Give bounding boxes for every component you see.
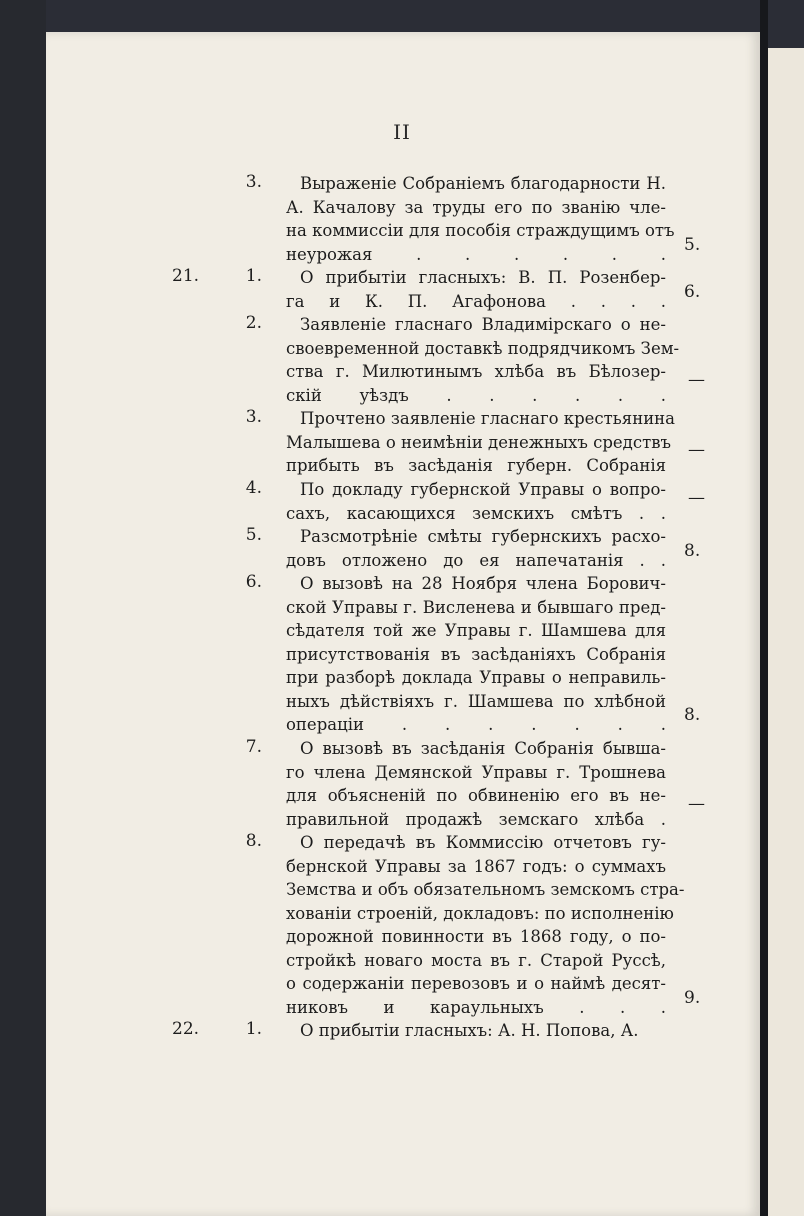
text-line: Заявленіе гласнаго Владимірскаго о не-	[300, 315, 666, 334]
page-reference: —	[688, 369, 705, 390]
item-text	[286, 572, 666, 737]
day-number: 22.	[172, 1019, 200, 1039]
text-line: Прочтено заявленіе гласнаго крестьянина	[300, 409, 676, 428]
page-reference: 6.	[684, 281, 701, 302]
text-line: сѣдателя той же Управы г. Шамшева для	[286, 621, 666, 640]
text-line: го члена Демянской Управы г. Трошнева	[286, 762, 666, 782]
item-number: 2.	[245, 313, 262, 333]
text-line: никовъ и караульныхъ . . .	[286, 997, 666, 1017]
page-reference: 8.	[684, 540, 701, 561]
text-line: О вызовѣ на 28 Ноября члена Борович-	[300, 574, 666, 593]
item-number: 7.	[245, 737, 262, 757]
text-line: при разборѣ доклада Управы о неправиль-	[286, 668, 666, 687]
text-line: дорожной повинности въ 1868 году, о по-	[286, 927, 666, 946]
text-line: ныхъ дѣйствіяхъ г. Шамшева по хлѣбной	[286, 691, 666, 711]
text-line: Разсмотрѣніе смѣты губернскихъ расхо-	[300, 527, 666, 546]
text-line: А. Качалову за труды его по званію чле-	[286, 197, 666, 217]
item-text	[286, 831, 685, 1019]
item-number: 4.	[245, 478, 262, 498]
text-line: бернской Управы за 1867 годъ: о суммахъ	[286, 856, 666, 876]
text-line: хованіи строеній, докладовъ: по исполненію	[286, 903, 674, 923]
item-text	[286, 407, 676, 478]
item-text	[286, 313, 680, 407]
item-number: 6.	[245, 572, 262, 592]
item-text	[286, 737, 666, 831]
text-line: неурожая . . . . . .	[286, 244, 666, 264]
day-number: 21.	[172, 266, 200, 286]
text-line: своевременной доставкѣ подрядчикомъ Зем-	[286, 338, 680, 358]
text-line: присутствованія въ засѣданіяхъ Собранія	[286, 644, 666, 664]
item-text	[286, 266, 666, 313]
text-line: О прибытіи гласныхъ: А. Н. Попова, А.	[300, 1021, 639, 1040]
page-reference: 8.	[684, 705, 701, 725]
item-number: 8.	[245, 831, 262, 851]
item-number: 1.	[245, 266, 262, 286]
item-text	[286, 478, 666, 525]
item-number: 1.	[245, 1019, 262, 1039]
page-reference: 9.	[684, 987, 701, 1008]
text-line: операціи . . . . . . .	[286, 715, 666, 734]
text-line: на коммиссіи для пособія страждущимъ отъ	[286, 221, 675, 240]
item-text	[286, 172, 675, 266]
text-line: Земства и объ обязательномъ земскомъ стра-	[286, 880, 685, 899]
item-text	[286, 525, 666, 572]
text-line: О прибытіи гласныхъ: В. П. Розенбер-	[300, 268, 666, 287]
text-line: стройкѣ новаго моста въ г. Старой Руссѣ,	[286, 950, 666, 970]
item-text	[286, 1019, 666, 1043]
text-line: По докладу губернской Управы о вопро-	[300, 480, 666, 499]
page-reference: —	[688, 487, 705, 508]
text-line: прибыть въ засѣданія губерн. Собранія	[286, 456, 666, 475]
text-line: О вызовѣ въ засѣданія Собранія бывша-	[300, 739, 666, 758]
text-line: правильной продажѣ земскаго хлѣба .	[286, 809, 666, 829]
text-line: довъ отложено до ея напечатанія . .	[286, 550, 666, 570]
item-number: 5.	[245, 525, 262, 545]
text-line: о содержаніи перевозовъ и о наймѣ десят-	[286, 974, 666, 993]
page-reference: —	[688, 440, 705, 460]
text-line: для объясненій по обвиненію его въ не-	[286, 786, 666, 805]
text-line: ства г. Милютинымъ хлѣба въ Бѣлозер-	[286, 362, 666, 381]
item-number: 3.	[245, 407, 262, 427]
page-numeral: II	[393, 120, 411, 144]
text-line: сахъ, касающихся земскихъ смѣтъ . .	[286, 503, 666, 523]
page-reference: 5.	[684, 234, 701, 255]
text-line: ской Управы г. Висленева и бывшаго пред-	[286, 597, 666, 617]
text-line: О передачѣ въ Коммиссію отчетовъ гу-	[300, 833, 666, 852]
page-reference: —	[688, 793, 705, 814]
text-line: Выраженіе Собраніемъ благодарности Н.	[300, 174, 666, 193]
text-line: га и К. П. Агафонова . . . .	[286, 291, 666, 311]
text-line: Малышева о неимѣніи денежныхъ средствъ	[286, 432, 671, 452]
item-number: 3.	[245, 172, 262, 192]
text-line: скій уѣздъ . . . . . .	[286, 385, 666, 405]
